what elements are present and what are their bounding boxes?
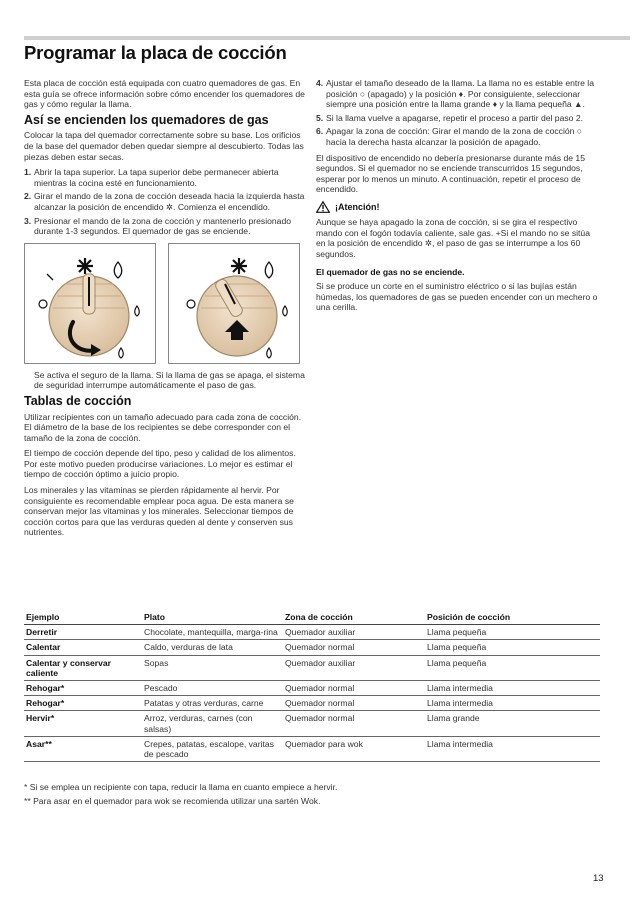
column-header: Posición de cocción xyxy=(425,609,600,625)
table-cell: Quemador normal xyxy=(283,696,425,711)
table-row xyxy=(24,736,600,761)
table-cell: Quemador normal xyxy=(283,640,425,655)
off-circle-icon xyxy=(39,300,47,308)
intro-paragraph: Esta placa de cocción está equipada con cuatro quemadores de gas. En esta guía se ofrece información sobre cómo encender los quemadores de gas y cómo regular la llama. xyxy=(24,78,305,110)
table-cell: Crepes, patatas, escalope, varitas de pescado xyxy=(142,736,283,761)
table-row xyxy=(24,696,600,711)
tablas-paragraph: Los minerales y las vitaminas se pierden rápidamente al hervir. Por consiguiente es recomendable emplear poca agua. De esta manera se conservan mejor las vitaminas y los minerales. Seleccionar tiempos de cocción cortos para que las verduras queden al dente y conserven sus nutrientes. xyxy=(24,485,294,538)
table-cell: Calentar y conservar caliente xyxy=(24,655,142,680)
flame-large-icon xyxy=(114,262,122,278)
table-row xyxy=(24,625,600,640)
table-cell: Patatas y otras verduras, carne xyxy=(142,696,283,711)
table-cell: Quemador normal xyxy=(283,681,425,696)
table-cell: Pescado xyxy=(142,681,283,696)
table-cell: Derretir xyxy=(24,625,142,640)
column-header: Zona de cocción xyxy=(283,609,425,625)
flame-steps xyxy=(316,78,601,148)
flame-large-icon xyxy=(265,262,273,278)
tablas-paragraph: El tiempo de cocción depende del tipo, peso y calidad de los alimentos. Por este motivo pueden producirse variaciones. Lo mejor es estimar el tiempo de cocción óptimo a juicio propio. xyxy=(24,448,296,480)
table-cell: Llama intermedia xyxy=(425,696,600,711)
column-header: Plato xyxy=(142,609,283,625)
ignition-star-icon xyxy=(231,258,247,274)
knob-press-illustration xyxy=(169,244,299,363)
table-cell: Quemador auxiliar xyxy=(283,655,425,680)
table-cell: Llama pequeña xyxy=(425,655,600,680)
table-cell: Llama pequeña xyxy=(425,640,600,655)
step-item: 4. Ajustar el tamaño deseado de la llama. La llama no es estable entre la posición ○ (apagado) y la posición ♦. Por consiguiente, seleccionar siempre una posición entre la llama grande ♦ y la llama pequeña ▲. xyxy=(316,78,595,110)
page-title: Programar la placa de cocción xyxy=(24,42,287,63)
table-cell: Llama intermedia xyxy=(425,736,600,761)
flame-safety-note: Se activa el seguro de la llama. Si la llama de gas se apaga, el sistema de seguridad interrumpe automáticamente el paso de gas. xyxy=(34,369,305,391)
warning-triangle-icon xyxy=(316,201,330,213)
table-cell: Caldo, verduras de lata xyxy=(142,640,283,655)
left-column xyxy=(24,78,306,543)
table-cell: Asar** xyxy=(24,736,142,761)
encender-paragraph: Colocar la tapa del quemador correctamente sobre su base. Los orificios de la base del quemador deben quedar siempre al descubierto. Todas las piezas deben estar secas. xyxy=(24,130,304,162)
ignition-steps xyxy=(24,167,306,237)
table-row xyxy=(24,640,600,655)
step-item: 3. Presionar el mando de la zona de cocción y mantenerlo presionado durante 1-3 segundos. El quemador de gas se enciende. xyxy=(24,215,292,237)
table-cell: Calentar xyxy=(24,640,142,655)
no-ignition-heading: El quemador de gas no se enciende. xyxy=(316,267,465,278)
table-cell: Sopas xyxy=(142,655,283,680)
section-heading-tablas: Tablas de cocción xyxy=(24,393,132,408)
table-row xyxy=(24,655,600,680)
footnote: ** Para asar en el quemador para wok se recomienda utilizar una sartén Wok. xyxy=(24,796,321,806)
step-item: 6. Apagar la zona de cocción: Girar el mando de la zona de cocción ○ hacia la derecha hasta alcanzar la posición de apagado. xyxy=(316,126,582,147)
table-row xyxy=(24,681,600,696)
warning-heading xyxy=(316,201,601,213)
table-cell: Rehogar* xyxy=(24,696,142,711)
knob-press-figure xyxy=(168,243,300,364)
table-cell: Chocolate, mantequilla, marga-rina xyxy=(142,625,283,640)
table-cell: Llama pequeña xyxy=(425,625,600,640)
table-cell: Hervir* xyxy=(24,711,142,736)
table-cell: Llama grande xyxy=(425,711,600,736)
table-header-row xyxy=(24,609,600,625)
step-item: 1. Abrir la tapa superior. La tapa superior debe permanecer abierta mientras la cocina esté en funcionamiento. xyxy=(24,167,279,188)
column-header: Ejemplo xyxy=(24,609,142,625)
off-circle-icon xyxy=(187,300,195,308)
table-cell: Quemador normal xyxy=(283,711,425,736)
warning-title: ¡Atención! xyxy=(335,201,380,212)
step-item: 2. Girar el mando de la zona de cocción deseada hacia la izquierda hasta alcanzar la posición de encendido ✲. Comienza el encendido. xyxy=(24,191,305,212)
ignition-duration-paragraph: El dispositivo de encendido no debería presionarse durante más de 15 segundos. Si el quemador no se enciende transcurridos 15 segundos, esperar por lo menos un minuto. A continuación, repetir el proceso de encendido. xyxy=(316,152,585,195)
table-cell: Quemador para wok xyxy=(283,736,425,761)
table-cell: Arroz, verduras, carnes (con salsas) xyxy=(142,711,283,736)
knob-figures xyxy=(24,243,306,364)
no-ignition-text: Si se produce un corte en el suministro eléctrico o si las bujías están húmedas, los quemadores de gas se pueden encender con un mechero o una cerilla. xyxy=(316,280,598,313)
tablas-paragraph: Utilizar recipientes con un tamaño adecuado para cada zona de cocción. El diámetro de la base de los recipientes se debe corresponder con el tamaño de la zona de cocción. xyxy=(24,411,302,443)
step-item: 5. Si la llama vuelve a apagarse, repetir el proceso a partir del paso 2. xyxy=(316,112,583,123)
table-cell: Llama intermedia xyxy=(425,681,600,696)
page-number: 13 xyxy=(593,873,604,884)
warning-text: Aunque se haya apagado la zona de cocción, si se gira el respectivo mando con el fogón todavía caliente, sale gas. +Si el mando no se sitúa en la posición de encendido ✲, el paso de gas se interrumpe a los 60 segundos. xyxy=(316,216,590,259)
cooking-table xyxy=(24,609,600,762)
title-rule xyxy=(24,36,630,40)
table-cell: Quemador auxiliar xyxy=(283,625,425,640)
knob-turn-figure xyxy=(24,243,156,364)
table-row xyxy=(24,711,600,736)
table-cell: Rehogar* xyxy=(24,681,142,696)
section-heading-encender: Así se encienden los quemadores de gas xyxy=(24,112,269,127)
footnote: * Si se emplea un recipiente con tapa, reducir la llama en cuanto empiece a hervir. xyxy=(24,782,338,792)
right-column xyxy=(316,78,601,318)
ignition-star-icon xyxy=(77,258,93,274)
knob-turn-illustration xyxy=(25,244,155,363)
